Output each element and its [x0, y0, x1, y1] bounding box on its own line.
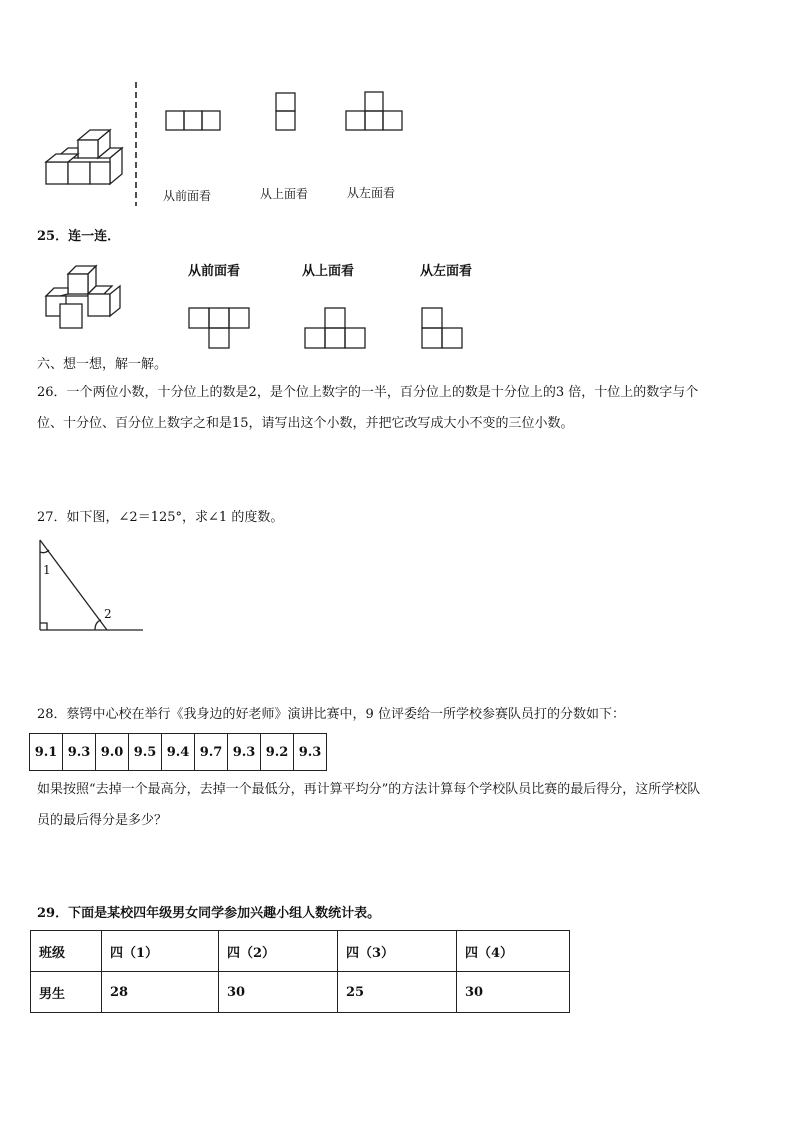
q24-front-view-figure	[165, 110, 221, 132]
q29-header-cell: 四（1）	[102, 931, 219, 972]
q28-score-cell: 9.0	[96, 734, 129, 771]
q29-header-cell: 四（3）	[338, 931, 457, 972]
q28-line-2: 员的最后得分是多少？	[37, 813, 168, 828]
q29-stats-table	[30, 930, 570, 1013]
q29-data-cell: 25	[338, 972, 457, 1013]
q29-data-cell: 28	[102, 972, 219, 1013]
q24-label-front: 从前面看	[163, 189, 212, 203]
q27-triangle-figure	[35, 538, 147, 634]
q24-cube-stack-figure	[40, 126, 130, 192]
q27-question: 27．如下图，∠2＝125°，求∠1 的度数。	[37, 510, 284, 525]
q29-header-cell: 班级	[31, 931, 102, 972]
q26-line-2: 位、十分位、百分位上数字之和是15，请写出这个小数，并把它改写成大小不变的三位小数。	[37, 416, 574, 431]
q26-line-1: 26．一个两位小数，十分位上的数是2，是个位上数字的一半，百分位上的数是十分位上的3 倍，十位上的数字与个	[37, 385, 699, 400]
q29-header-cell: 四（4）	[457, 931, 570, 972]
q25-title: 25．连一连．	[37, 229, 121, 244]
q29-row-label: 男生	[31, 972, 102, 1013]
q24-label-top: 从上面看	[260, 187, 309, 201]
q24-top-view-figure	[275, 92, 297, 132]
q27-angle-1-label: 1	[43, 563, 51, 577]
q28-score-cell: 9.4	[162, 734, 195, 771]
section-6-heading: 六、想一想，解一解。	[37, 357, 168, 372]
q25-cube-figure	[42, 264, 124, 332]
q25-view-b-figure	[304, 307, 368, 349]
q27-angle-2-label: 2	[104, 607, 112, 621]
q25-view-c-figure	[421, 307, 465, 351]
q29-data-cell: 30	[457, 972, 570, 1013]
q28-score-cell: 9.7	[195, 734, 228, 771]
q25-label-top: 从上面看	[302, 264, 355, 279]
q24-left-view-figure	[345, 91, 405, 131]
q28-scores-table	[29, 733, 327, 771]
q28-score-cell: 9.5	[129, 734, 162, 771]
q29-intro: 29．下面是某校四年级男女同学参加兴趣小组人数统计表。	[37, 906, 381, 921]
q25-label-front: 从前面看	[188, 264, 241, 279]
q28-scores-row	[30, 734, 327, 771]
q29-data-row	[31, 972, 570, 1013]
q25-label-left: 从左面看	[420, 264, 473, 279]
q28-intro: 28．蔡锷中心校在举行《我身边的好老师》演讲比赛中，9 位评委给一所学校参赛队员打的分数如下：	[37, 707, 625, 722]
q28-line-1: 如果按照“去掉一个最高分，去掉一个最低分，再计算平均分”的方法计算每个学校队员比赛的最后得分，这所学校队	[37, 782, 701, 797]
q24-label-left: 从左面看	[347, 186, 396, 200]
q29-data-cell: 30	[219, 972, 338, 1013]
q24-dashed-divider	[133, 82, 139, 206]
q29-header-cell: 四（2）	[219, 931, 338, 972]
q28-score-cell: 9.3	[228, 734, 261, 771]
q28-score-cell: 9.3	[294, 734, 327, 771]
q28-score-cell: 9.2	[261, 734, 294, 771]
q28-score-cell: 9.1	[30, 734, 63, 771]
q25-view-a-figure	[188, 307, 252, 349]
q28-score-cell: 9.3	[63, 734, 96, 771]
q29-header-row	[31, 931, 570, 972]
